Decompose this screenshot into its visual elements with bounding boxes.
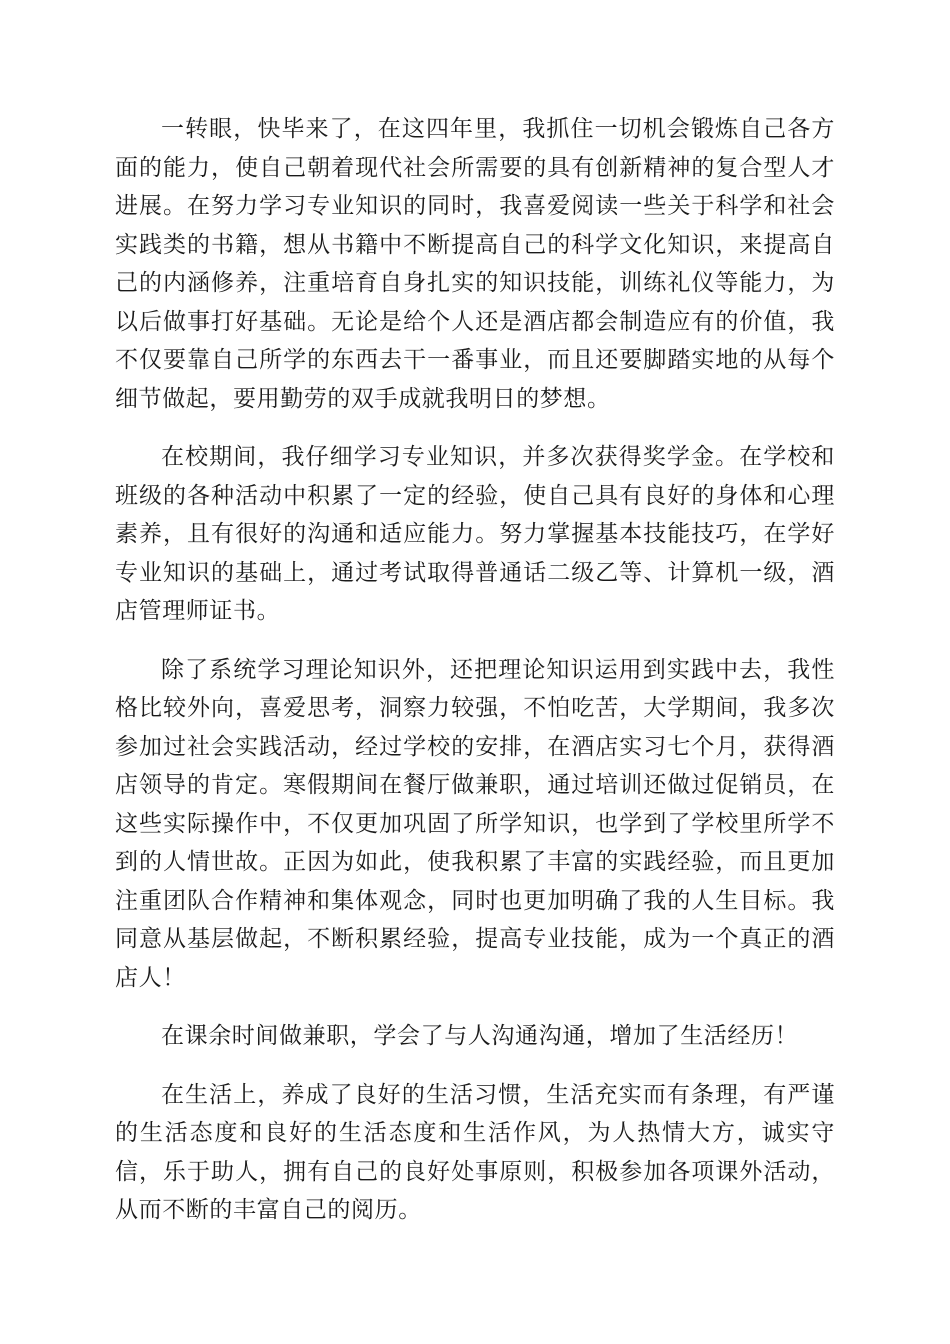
paragraph-1: 一转眼，快毕来了，在这四年里，我抓住一切机会锻炼自己各方面的能力，使自己朝着现代社会所需要的具有创新精神的复合型人才进展。在努力学习专业知识的同时，我喜爱阅读一些关于科学和社会实践类的书籍，想从书籍中不断提高自己的科学文化知识，来提高自己的内涵修养，注重培育自身扎实的知识技能，训练礼仪等能力，为以后做事打好基础。无论是给个人还是酒店都会制造应有的价值，我不仅要靠自己所学的东西去干一番事业，而且还要脚踏实地的从每个细节做起，要用勤劳的双手成就我明日的梦想。 — [115, 116, 835, 412]
paragraph-5: 在生活上，养成了良好的生活习惯，生活充实而有条理，有严谨的生活态度和良好的生活态度和生活作风，为人热情大方，诚实守信，乐于助人，拥有自己的良好处事原则，积极参加各项课外活动，从而不断的丰富自己的阅历。 — [115, 1081, 835, 1223]
paragraph-4: 在课余时间做兼职，学会了与人沟通沟通，增加了生活经历！ — [161, 1023, 799, 1049]
document-body — [115, 110, 835, 1250]
paragraph-3: 除了系统学习理论知识外，还把理论知识运用到实践中去，我性格比较外向，喜爱思考，洞察力较强，不怕吃苦，大学期间，我多次参加过社会实践活动，经过学校的安排，在酒店实习七个月，获得酒店领导的肯定。寒假期间在餐厅做兼职，通过培训还做过促销员，在这些实际操作中，不仅更加巩固了所学知识，也学到了学校里所学不到的人情世故。正因为如此，使我积累了丰富的实践经验，而且更加注重团队合作精神和集体观念，同时也更加明确了我的人生目标。我同意从基层做起，不断积累经验，提高专业技能，成为一个真正的酒店人！ — [115, 656, 835, 991]
paragraph-2: 在校期间，我仔细学习专业知识，并多次获得奖学金。在学校和班级的各种活动中积累了一定的经验，使自己具有良好的身体和心理素养，且有很好的沟通和适应能力。努力掌握基本技能技巧，在学好专业知识的基础上，通过考试取得普通话二级乙等、计算机一级，酒店管理师证书。 — [115, 444, 835, 624]
